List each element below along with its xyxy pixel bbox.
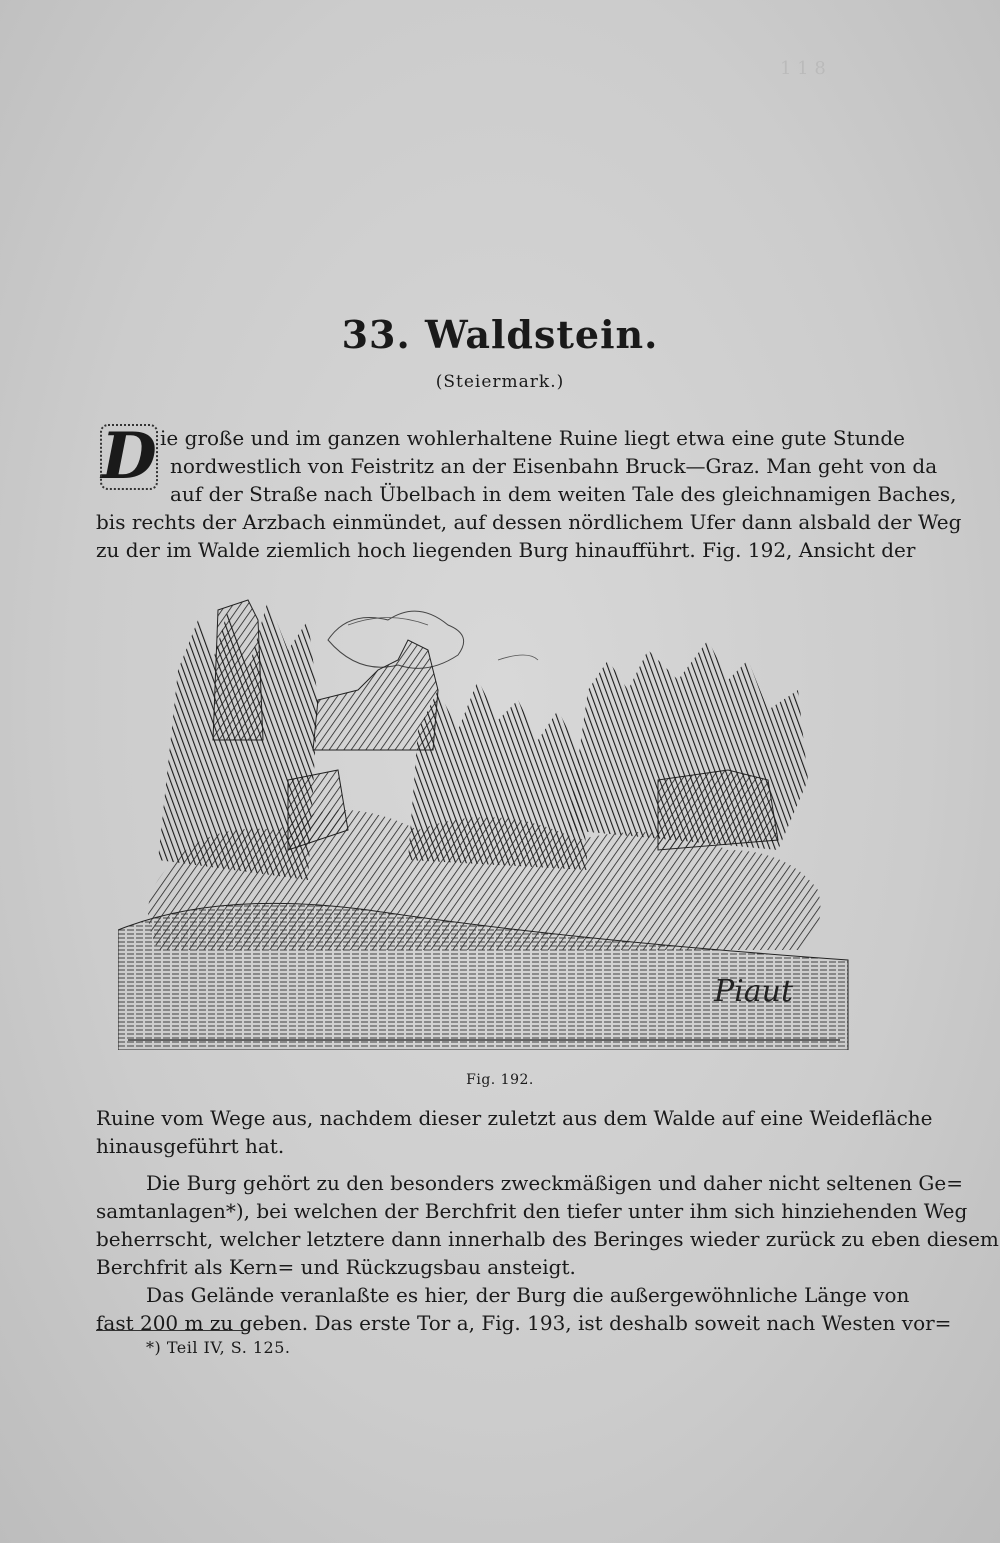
bleed-through-text: 1 1 8 [780,58,826,79]
text-line: zu der im Walde ziemlich hoch liegenden Burg hinaufführt. Fig. 192, Ansicht der [96,538,916,562]
text-line: beherrscht, welcher letztere dann innerhalb des Beringes wieder zurück zu eben diesem [96,1227,999,1251]
text-line: Die Burg gehört zu den besonders zweckmäßigen und daher nicht seltenen Ge= [146,1171,964,1195]
chapter-subtitle: (Steiermark.) [435,372,565,392]
text-line: fast 200 m zu geben. Das erste Tor a, Fig. 193, ist deshalb soweit nach Westen vor= [96,1311,952,1335]
footnote: *) Teil IV, S. 125. [146,1338,291,1357]
figure-192-ruin-illustration [118,580,850,1050]
text-line: Ruine vom Wege aus, nachdem dieser zuletzt aus dem Walde auf eine Weidefläche [96,1106,933,1130]
text-line: Das Gelände veranlaßte es hier, der Burg die außergewöhnliche Länge von [146,1283,910,1307]
artist-signature: Piaut [714,974,794,1009]
text-line: ie große und im ganzen wohlerhaltene Ruine liegt etwa eine gute Stunde [160,426,905,450]
text-line: samtanlagen*), bei welchen der Berchfrit den tiefer unter ihm sich hinziehenden Weg [96,1199,968,1223]
text-line: nordwestlich von Feistritz an der Eisenbahn Bruck—Graz. Man geht von da [170,454,938,478]
figure-caption: Fig. 192. [466,1072,534,1088]
chapter-title: 33. Waldstein. [341,312,659,357]
footnote-rule [96,1330,248,1331]
text-line: hinausgeführt hat. [96,1134,285,1158]
text-line: Berchfrit als Kern= und Rückzugsbau ansteigt. [96,1255,576,1279]
text-line: bis rechts der Arzbach einmündet, auf dessen nördlichem Ufer dann alsbald der Weg [96,510,962,534]
text-line: auf der Straße nach Übelbach in dem weiten Tale des gleichnamigen Baches, [170,482,957,506]
drop-cap: D [96,420,162,494]
